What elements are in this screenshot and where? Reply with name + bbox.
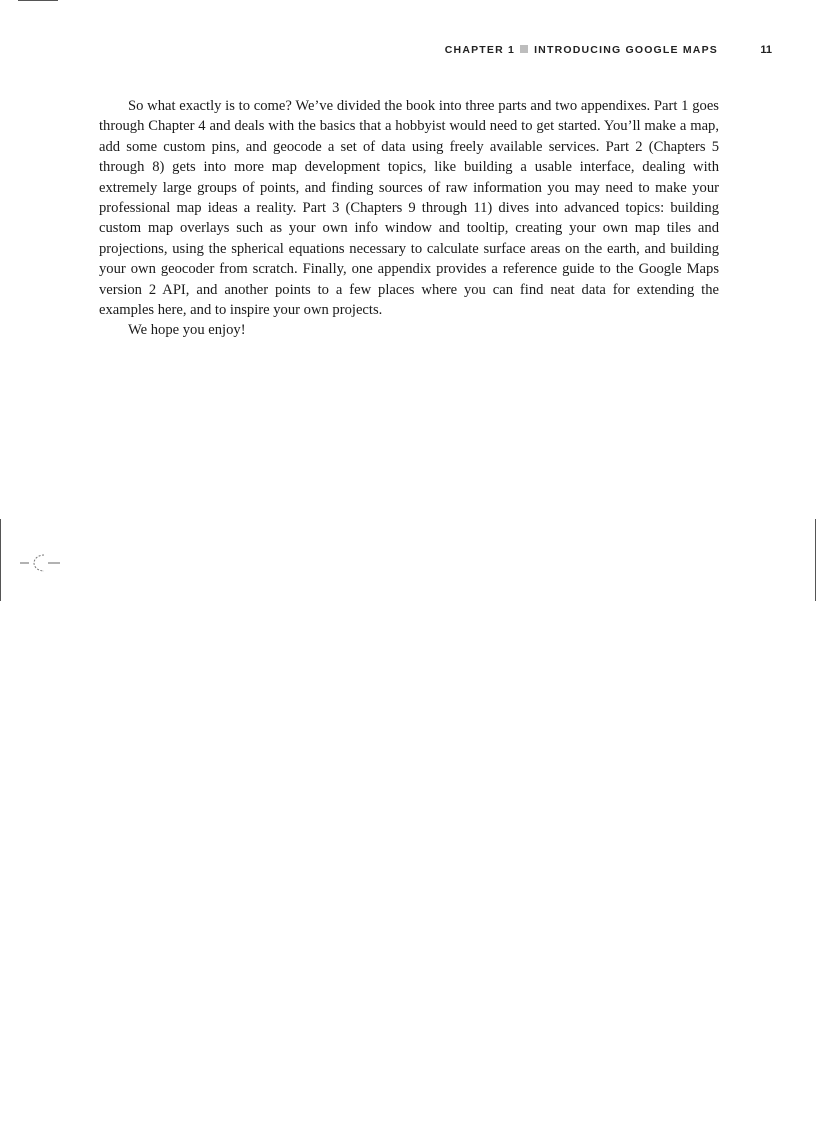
registration-mark-icon xyxy=(20,552,62,574)
paragraph: We hope you enjoy! xyxy=(128,322,246,339)
chapter-label: CHAPTER 1 xyxy=(444,44,516,56)
crop-mark-top xyxy=(18,0,58,1)
running-head xyxy=(400,44,718,56)
separator-square-icon xyxy=(520,45,528,53)
paragraph: So what exactly is to come? We’ve divided the book into three parts and two appendixes. Part 1 goes through Chapter 4 and deals with the basics that a hobbyist would need to get started. You’ll make a map, add some custom pins, and geocode a set of data using freely available services. Part 2 (Chapters 5 through 8) gets into more map development topics, like building a usable interface, dealing with extremely large groups of points, and finding sources of raw information you may need to make your professional map ideas a reality. Part 3 (Chapters 9 through 11) dives into advanced topics: building custom map overlays such as your own info window and tooltip, creating your own map tiles and projections, using the spherical equations necessary to calculate surface areas on the earth, and building your own geocoder from scratch. Finally, one appendix provides a reference guide to the Google Maps version 2 API, and another points to a few places where you can find neat data for extending the examples here, and to inspire your own projects. xyxy=(99,98,719,319)
page-number: 11 xyxy=(760,44,772,56)
chapter-title: INTRODUCING GOOGLE MAPS xyxy=(534,44,718,56)
body-text xyxy=(99,96,719,341)
crop-mark-left xyxy=(0,519,1,601)
